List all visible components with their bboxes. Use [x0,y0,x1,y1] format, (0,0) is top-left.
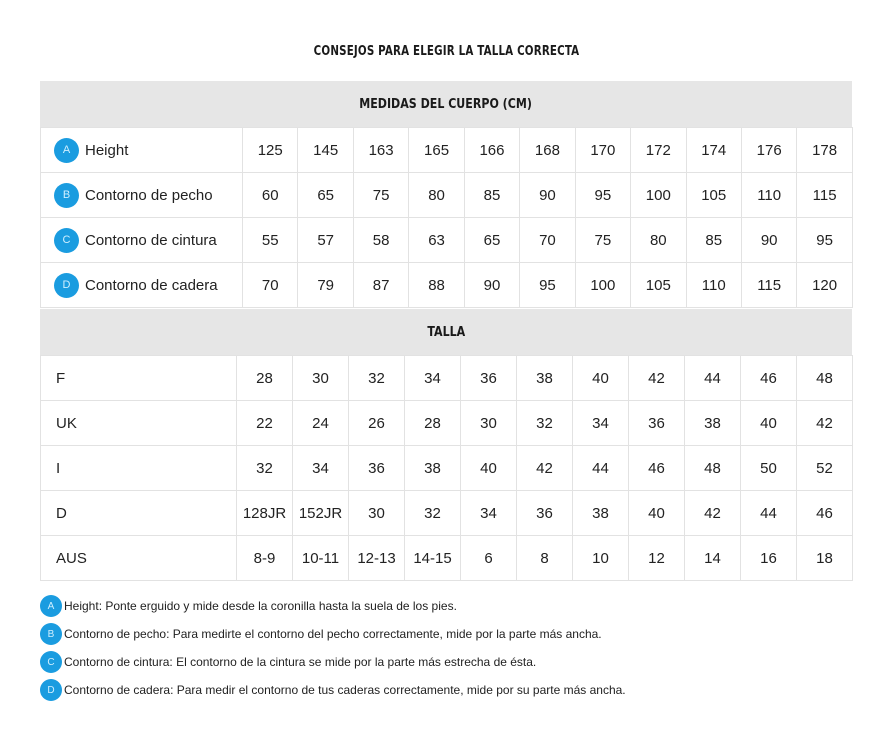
measure-value: 125 [243,128,298,173]
size-system-label: AUS [56,549,87,567]
measure-name: Contorno de pecho [85,186,213,204]
size-value: 40 [573,356,629,401]
measure-value: 88 [409,263,464,308]
size-value: 52 [797,446,853,491]
badge-a-icon: A [40,595,62,617]
size-value: 34 [573,401,629,446]
size-value: 30 [461,401,517,446]
size-value: 12 [629,536,685,581]
note-text: Contorno de pecho: Para medirte el contorno del pecho correctamente, mide por la parte más ancha. [64,627,602,641]
measure-name: Contorno de cadera [85,276,218,294]
measure-label [41,138,242,163]
size-value: 18 [797,536,853,581]
size-value: 34 [293,446,349,491]
measure-value: 115 [797,173,852,218]
size-value: 42 [797,401,853,446]
size-value: 50 [741,446,797,491]
size-value: 34 [461,491,517,536]
measure-value: 55 [243,218,298,263]
badge-a-icon: A [54,138,79,163]
measure-value: 90 [464,263,519,308]
measure-row [41,218,853,263]
measure-name: Contorno de cintura [85,231,217,249]
size-row [41,401,853,446]
measure-value: 70 [520,218,575,263]
measure-value: 80 [631,218,686,263]
measure-row [41,173,853,218]
size-value: 32 [237,446,293,491]
measure-value: 115 [741,263,796,308]
note-item [40,648,626,676]
note-item [40,592,626,620]
size-value: 30 [349,491,405,536]
size-value: 26 [349,401,405,446]
size-value: 8 [517,536,573,581]
sizes-table [40,355,853,581]
measure-label [41,228,242,253]
measure-value: 63 [409,218,464,263]
note-item [40,620,626,648]
measure-value: 75 [575,218,630,263]
measure-value: 163 [353,128,408,173]
measures-header: MEDIDAS DEL CUERPO (CM) [40,81,852,127]
measure-row [41,128,853,173]
page-title: CONSEJOS PARA ELEGIR LA TALLA CORRECTA [313,44,580,59]
size-label-cell [41,536,237,581]
measure-label-cell [41,173,243,218]
measure-value: 65 [464,218,519,263]
size-value: 36 [629,401,685,446]
measure-value: 79 [298,263,353,308]
size-system-label: F [56,369,66,387]
measure-name: Height [85,141,129,159]
measure-label-cell [41,218,243,263]
size-value: 10 [573,536,629,581]
measure-value: 165 [409,128,464,173]
badge-c-icon: C [40,651,62,673]
size-row [41,491,853,536]
measure-label [41,273,242,298]
size-value: 46 [741,356,797,401]
measure-value: 145 [298,128,353,173]
size-system-label: UK [56,414,77,432]
size-row [41,446,853,491]
size-value: 40 [741,401,797,446]
measure-value: 120 [797,263,852,308]
size-value: 10-11 [293,536,349,581]
measure-value: 60 [243,173,298,218]
measure-value: 168 [520,128,575,173]
size-value: 40 [461,446,517,491]
measure-value: 95 [520,263,575,308]
size-value: 38 [573,491,629,536]
size-value: 46 [629,446,685,491]
measure-value: 176 [741,128,796,173]
badge-c-icon: C [54,228,79,253]
size-value: 36 [349,446,405,491]
measure-row [41,263,853,308]
note-text: Contorno de cintura: El contorno de la cintura se mide por la parte más estrecha de ésta. [64,655,537,669]
measure-value: 90 [520,173,575,218]
size-label-cell [41,491,237,536]
size-value: 28 [405,401,461,446]
size-value: 38 [517,356,573,401]
size-value: 44 [685,356,741,401]
size-value: 8-9 [237,536,293,581]
measure-value: 95 [575,173,630,218]
size-value: 42 [629,356,685,401]
size-value: 128JR [237,491,293,536]
note-item [40,676,626,704]
badge-d-icon: D [40,679,62,701]
badge-d-icon: D [54,273,79,298]
measure-value: 70 [243,263,298,308]
measure-label [41,183,242,208]
size-value: 38 [405,446,461,491]
size-value: 30 [293,356,349,401]
measure-value: 110 [741,173,796,218]
size-value: 42 [685,491,741,536]
measure-value: 100 [631,173,686,218]
size-label-cell [41,356,237,401]
measure-value: 65 [298,173,353,218]
measure-value: 100 [575,263,630,308]
size-value: 6 [461,536,517,581]
note-text: Height: Ponte erguido y mide desde la coronilla hasta la suela de los pies. [64,599,457,613]
measure-value: 166 [464,128,519,173]
size-value: 16 [741,536,797,581]
size-value: 48 [797,356,853,401]
size-value: 32 [405,491,461,536]
measure-value: 110 [686,263,741,308]
size-value: 42 [517,446,573,491]
size-system-label: I [56,459,61,477]
size-value: 38 [685,401,741,446]
measures-table [40,127,853,308]
note-text: Contorno de cadera: Para medir el contorno de tus caderas correctamente, mide por su parte más ancha. [64,683,626,697]
size-row [41,356,853,401]
size-value: 28 [237,356,293,401]
measure-value: 170 [575,128,630,173]
size-label-cell [41,446,237,491]
size-row [41,536,853,581]
measure-label-cell [41,128,243,173]
measure-value: 172 [631,128,686,173]
size-value: 12-13 [349,536,405,581]
size-system-label: D [56,504,67,522]
measure-value: 95 [797,218,852,263]
measure-value: 90 [741,218,796,263]
measure-value: 75 [353,173,408,218]
size-value: 46 [797,491,853,536]
badge-b-icon: B [40,623,62,645]
measure-value: 87 [353,263,408,308]
size-value: 44 [573,446,629,491]
size-value: 14-15 [405,536,461,581]
measure-value: 57 [298,218,353,263]
measure-value: 85 [464,173,519,218]
size-value: 34 [405,356,461,401]
measure-value: 85 [686,218,741,263]
size-value: 14 [685,536,741,581]
size-value: 36 [461,356,517,401]
size-value: 152JR [293,491,349,536]
sizes-header: TALLA [40,309,852,355]
size-value: 24 [293,401,349,446]
badge-b-icon: B [54,183,79,208]
measure-value: 105 [631,263,686,308]
size-value: 32 [517,401,573,446]
size-value: 22 [237,401,293,446]
size-value: 44 [741,491,797,536]
measurement-notes [40,592,626,704]
measure-value: 174 [686,128,741,173]
size-value: 40 [629,491,685,536]
size-label-cell [41,401,237,446]
measure-value: 105 [686,173,741,218]
measure-value: 58 [353,218,408,263]
measure-label-cell [41,263,243,308]
size-value: 48 [685,446,741,491]
size-value: 36 [517,491,573,536]
size-value: 32 [349,356,405,401]
measure-value: 178 [797,128,852,173]
measure-value: 80 [409,173,464,218]
